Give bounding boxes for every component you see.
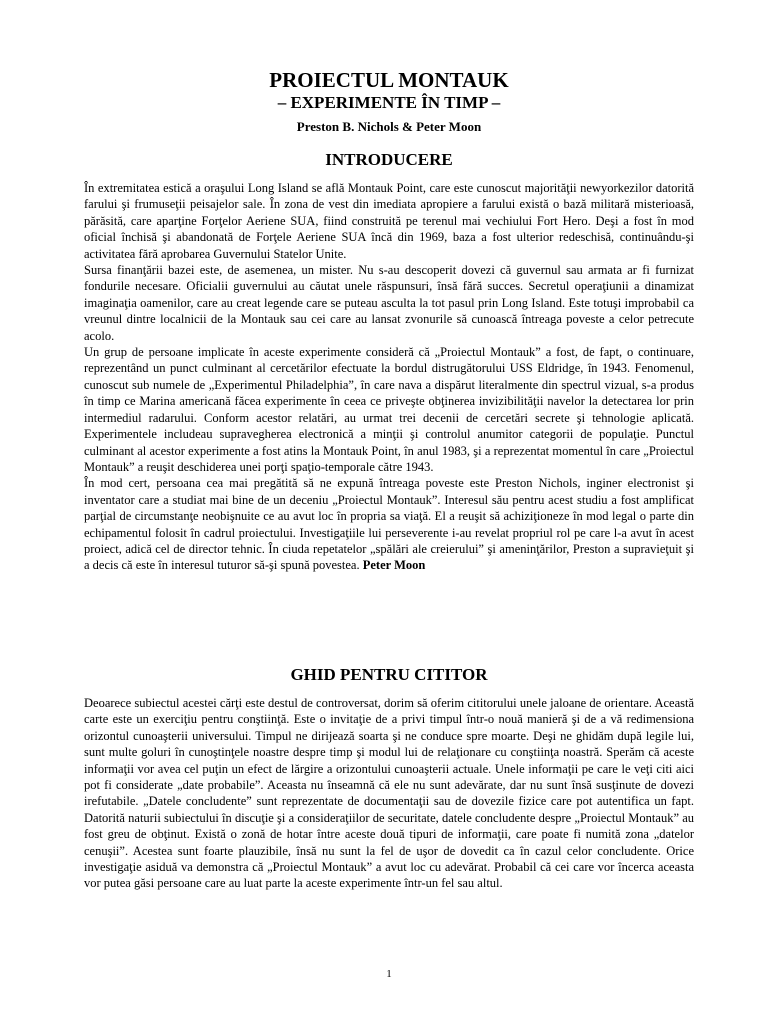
page-number: 1 xyxy=(386,968,392,980)
paragraph-text: În mod cert, persoana cea mai pregătită să ne expună întreaga poveste este Preston Nichols, inginer electronist şi inventator care a studiat mai bine de un deceniu „Proiectul Montauk”. Interesul său pentru acest studiu a fost amplificat parţial de circumstanţe neobişnuite ce au avut loc în propria sa viaţă. El a reuşit să achiziţioneze în mod legal o parte din echipamentul folosit în cadrul proiectului. Investigaţiile lui perseverente i-au revelat propriul rol pe care l-a avut în acest proiect, adică cel de director tehnic. În ciuda repetatelor „spălări ale creierului” şi ameninţărilor, Preston a supravieţuit şi a decis că este în interesul tuturor să-şi spună povestea. xyxy=(84,476,694,573)
paragraph-with-signature xyxy=(84,475,694,573)
paragraph: În extremitatea estică a oraşului Long Island se află Montauk Point, care este cunoscut majorităţii newyorkezilor datorită farului şi frumuseţii peisajelor sale. În zona de vest din imediata apropiere a farului există o bază militară misterioasă, părăsită, care aparţine Forţelor Aeriene SUA, fiind construită pe terenul mai vechiului Fort Hero. Deşi a fost în mod oficial închisă şi abandonată de Forţele Aeriene SUA încă din 1969, baza a fost ulterior redeschisă, continuându-şi activitatea fără aprobarea Guvernului Statelor Unite. xyxy=(84,181,694,261)
author-signature: Peter Moon xyxy=(362,558,426,573)
section-ghid xyxy=(84,695,694,892)
section-heading-introducere: INTRODUCERE xyxy=(325,150,453,169)
document-subtitle: – EXPERIMENTE ÎN TIMP – xyxy=(277,93,501,112)
paragraph: Un grup de persoane implicate în aceste experimente consideră că „Proiectul Montauk” a fost, de fapt, o continuare, reprezentând un punct culminant al cercetărilor efectuate la bordul distrugătorului USS Eldridge, în 1943. Fenomenul, cunoscut sub numele de „Experimentul Philadelphia”, în care nava a dispărut literalmente din spectrul vizual, s-a produs în timp ce Marina americană făcea experimente în ceea ce priveşte obţinerea invizibilităţii navelor la detectarea lor prin intermediul radarului. Conform acestor relatări, au urmat trei decenii de cercetări secrete şi tehnologie aplicată. Experimentele includeau supravegherea electronică a minţii şi controlul anumitor categorii de populaţie. Punctul culminant al acestor experimente a fost atins la Montauk Point, în anul 1983, şi a reprezentat momentul în care „Proiectul Montauk” a reuşit deschiderea unei porţi spaţio-temporale către 1943. xyxy=(84,345,694,474)
document-authors: Preston B. Nichols & Peter Moon xyxy=(296,119,482,134)
document-title: PROIECTUL MONTAUK xyxy=(269,68,509,92)
section-introducere xyxy=(84,180,694,574)
section-heading-ghid: GHID PENTRU CITITOR xyxy=(290,665,488,684)
document-page xyxy=(84,0,694,1024)
paragraph: Sursa finanţării bazei este, de asemenea, un mister. Nu s-au descoperit dovezi că guvernul sau armata ar fi furnizat fondurile necesare. Oficialii guvernului au căutat unele răspunsuri, însă fără succes. Secretul operaţiunii a dinamizat imaginaţia oamenilor, care au creat legende care se puteau asculta la tot pasul prin Long Island. Este totuşi improbabil ca vreunul dintre localnicii de la Montauk sau cei care au lansat zvonurile să cunoască întreaga poveste a celor petrecute acolo. xyxy=(84,263,694,343)
paragraph: Deoarece subiectul acestei cărţi este destul de controversat, dorim să oferim cititorului unele jaloane de orientare. Această carte este un exerciţiu pentru conştiinţă. Este o invitaţie de a privi timpul într-o nouă manieră şi de a vă redimensiona orizontul cunoaşterii universului. Timpul ne dirijează soarta şi ne conduce spre moarte. Deşi ne ghidăm după legile lui, sunt multe goluri în cunoştinţele noastre despre timp şi modul lui de relaţionare cu conştiinţa noastră. Sperăm că aceste informaţii vor avea cel puţin un efect de lărgire a orizontului cunoaşterii actuale. Unele informaţii pe care le veţi citi aici pot fi considerate „date probabile”. Aceasta nu înseamnă că ele nu sunt adevărate, dar nu sunt însă susţinute de dovezi irefutabile. „Datele concludente” sunt reprezentate de documentaţii sau de dovezile fizice care pot autentifica un fapt. Datorită naturii subiectului în discuţie şi a consideraţiilor de securitate, datele concludente despre „Proiectul Montauk” au fost greu de obţinut. Există o zonă de hotar între aceste două tipuri de informaţii, care poate fi numită zona „datelor cenuşii”. Acestea sunt foarte plauzibile, însă nu sunt la fel de uşor de dovedit ca în cazul celor concludente. Orice investigaţie asiduă va demonstra că „Proiectul Montauk” a avut loc cu adevărat. Probabil că cei care vor încerca aceasta vor putea găsi persoane care au luat parte la aceste experimente într-un fel sau altul. xyxy=(84,696,694,891)
